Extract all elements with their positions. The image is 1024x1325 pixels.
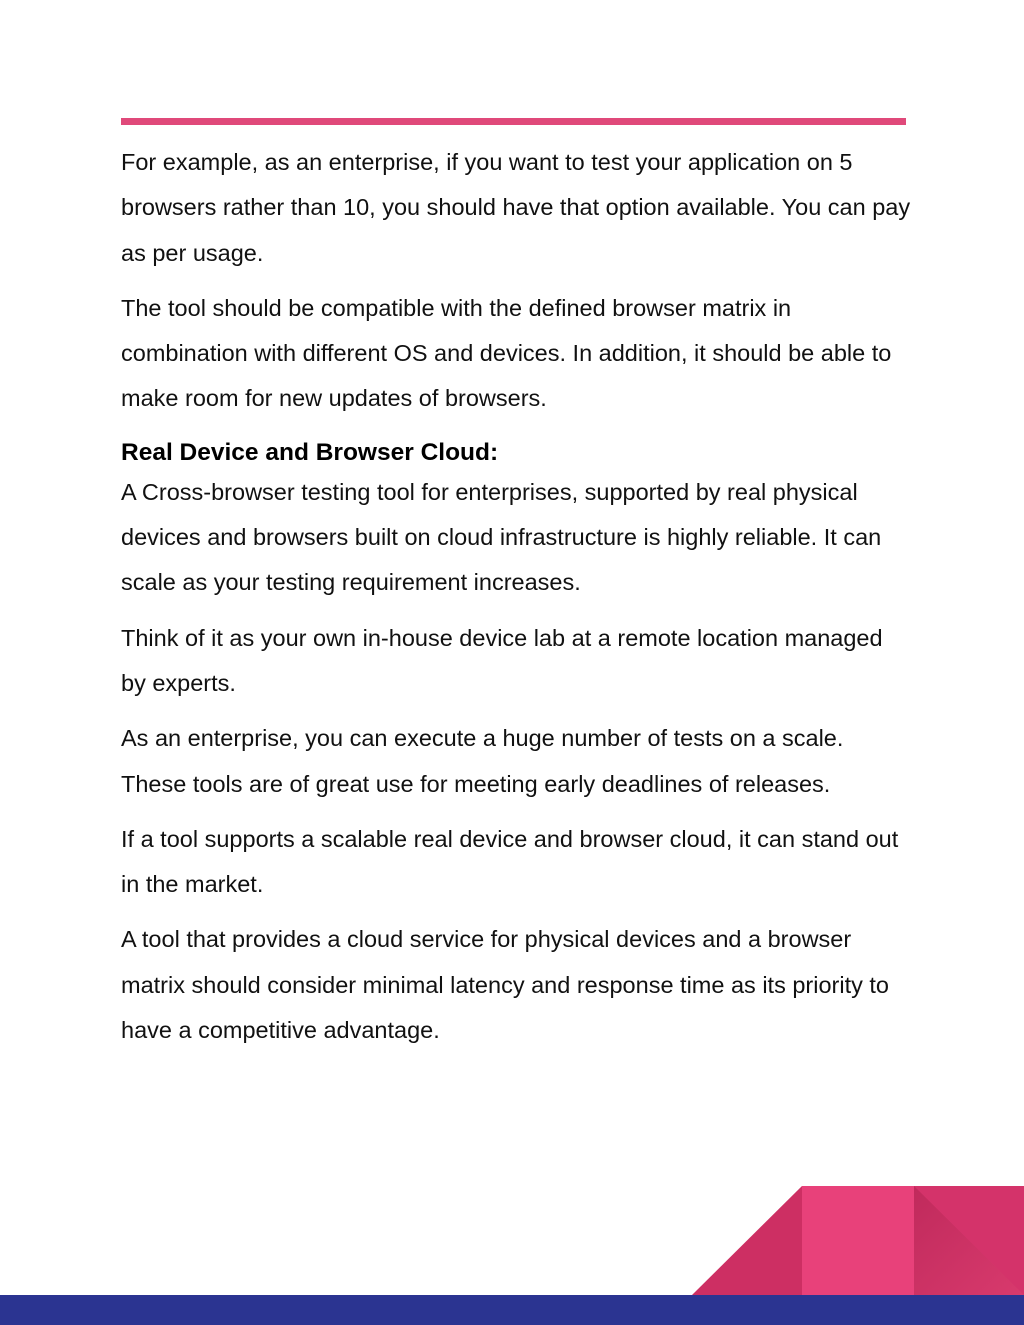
top-accent-rule (121, 118, 906, 125)
deco-square-middle (802, 1186, 914, 1295)
deco-triangle-left (692, 1186, 802, 1295)
paragraph-latency: A tool that provides a cloud service for physical devices and a browser matrix should consider minimal latency and response time as its priority to have a competitive advantage. (121, 926, 889, 1044)
paragraph-scale: As an enterprise, you can execute a huge number of tests on a scale. These tools are of great use for meeting early deadlines of releases. (121, 725, 844, 797)
document-body (121, 140, 911, 1053)
paragraph-browser-matrix: The tool should be compatible with the defined browser matrix in combination with different OS and devices. In addition, it should be able to make room for new updates of browsers. (121, 294, 892, 412)
paragraph-market: If a tool supports a scalable real device and browser cloud, it can stand out in the market. (121, 825, 899, 898)
paragraph-enterprise-example: For example, as an enterprise, if you want to test your application on 5 browsers rather than 10, you should have that option available. You can pay as per usage. (121, 149, 911, 266)
section-heading: Real Device and Browser Cloud: (121, 438, 499, 466)
footer-bar (0, 1295, 1024, 1325)
deco-fold-right (914, 1186, 1024, 1295)
paragraph-device-lab: Think of it as your own in-house device lab at a remote location managed by experts. (121, 624, 883, 696)
paragraph-cloud-infrastructure: A Cross-browser testing tool for enterprises, supported by real physical devices and browsers built on cloud infrastructure is highly reliable. It can scale as your testing requirement increases. (121, 478, 882, 596)
deco-square-right (914, 1186, 1024, 1295)
